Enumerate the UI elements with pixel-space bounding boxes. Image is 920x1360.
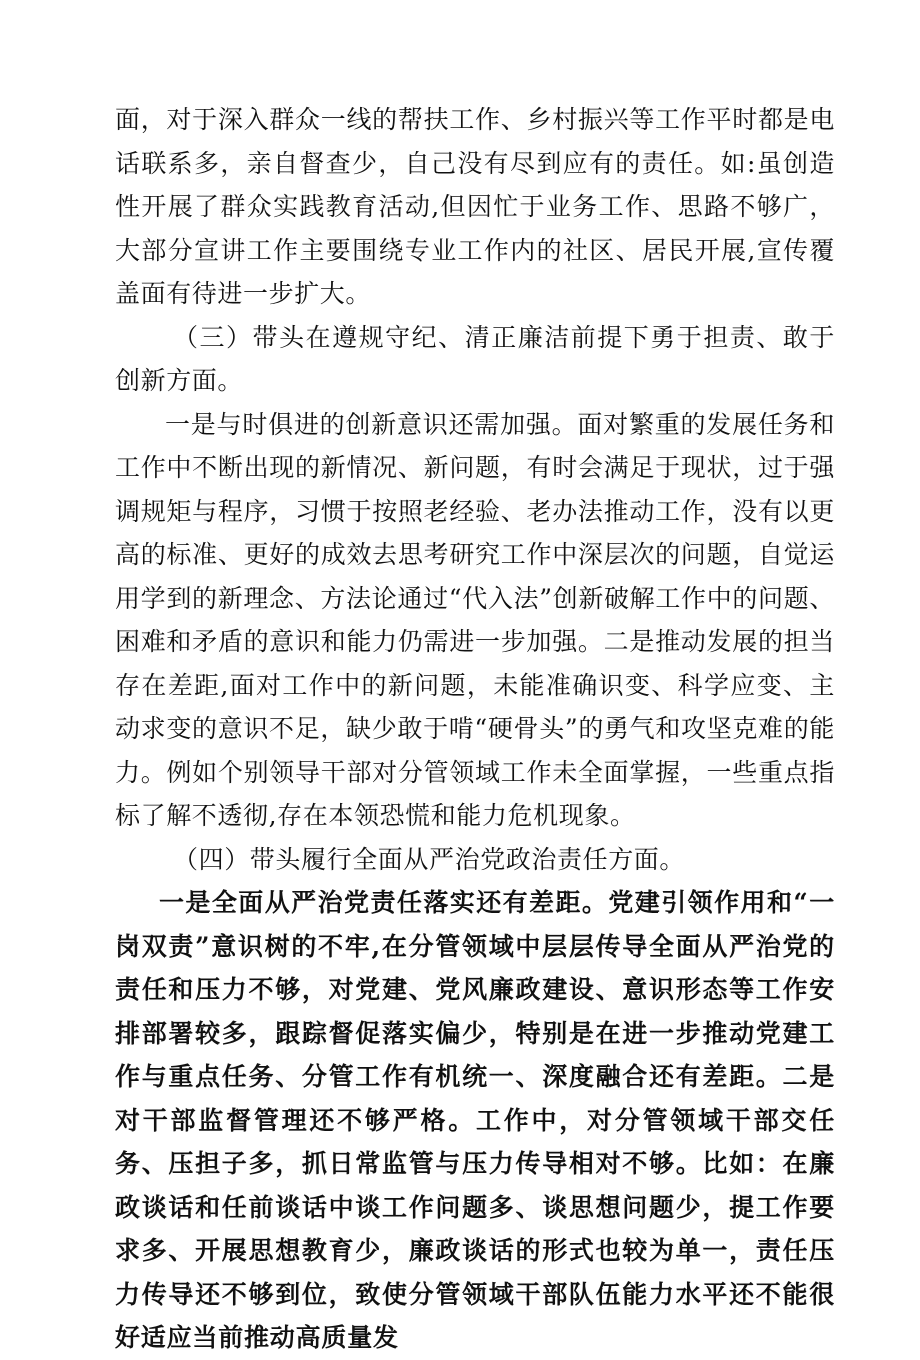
paragraph-innovation: 一是与时俱进的创新意识还需加强。面对繁重的发展任务和工作中不断出现的新情况、新问题，有时会满足于现状，过于强调规矩与程序，习惯于按照老经验、老办法推动工作，没有以更高的标准、更好的成效去思考研究工作中深层次的问题，自觉运用学到的新理念、方法论通过“代入法”创新破解工作中的问题、困难和矛盾的意识和能力仍需进一步加强。二是推动发展的担当存在差距,面对工作中的新问题，未能准确识变、科学应变、主动求变的意识不足，缺少敢于啃“硬骨头”的勇气和攻坚克难的能力。例如个别领导干部对分管领域工作未全面掌握，一些重点指标了解不透彻,存在本领恐慌和能力危机现象。 — [115, 409, 835, 830]
section-heading-three: （三）带头在遵规守纪、清正廉洁前提下勇于担责、敢于创新方面。 — [115, 322, 835, 395]
paragraph-party-responsibility: 一是全面从严治党责任落实还有差距。党建引领作用和“一岗双责”意识树的不牢,在分管领域中层层传导全面从严治党的责任和压力不够，对党建、党风廉政建设、意识形态等工作安排部署较多，跟踪督促落实偏少，特别是在进一步推动党建工作与重点任务、分管工作有机统一、深度融合还有差距。二是对干部监督管理还不够严格。工作中，对分管领域干部交任务、压担子多，抓日常监管与压力传导相对不够。比如：在廉政谈话和任前谈话中谈工作问题多、谈思想问题少，提工作要求多、开展思想教育少，廉政谈话的形式也较为单一，责任压力传导还不够到位，致使分管领域干部队伍能力水平还不能很好适应当前推动高质量发 — [115, 888, 835, 1352]
paragraph-continuation: 面，对于深入群众一线的帮扶工作、乡村振兴等工作平时都是电话联系多，亲自督查少，自己没有尽到应有的责任。如:虽创造性开展了群众实践教育活动,但因忙于业务工作、思路不够广，大部分宣讲工作主要围绕专业工作内的社区、居民开展,宣传覆盖面有待进一步扩大。 — [115, 105, 835, 308]
document-body — [115, 98, 835, 1360]
section-heading-four: （四）带头履行全面从严治党政治责任方面。 — [173, 844, 686, 874]
